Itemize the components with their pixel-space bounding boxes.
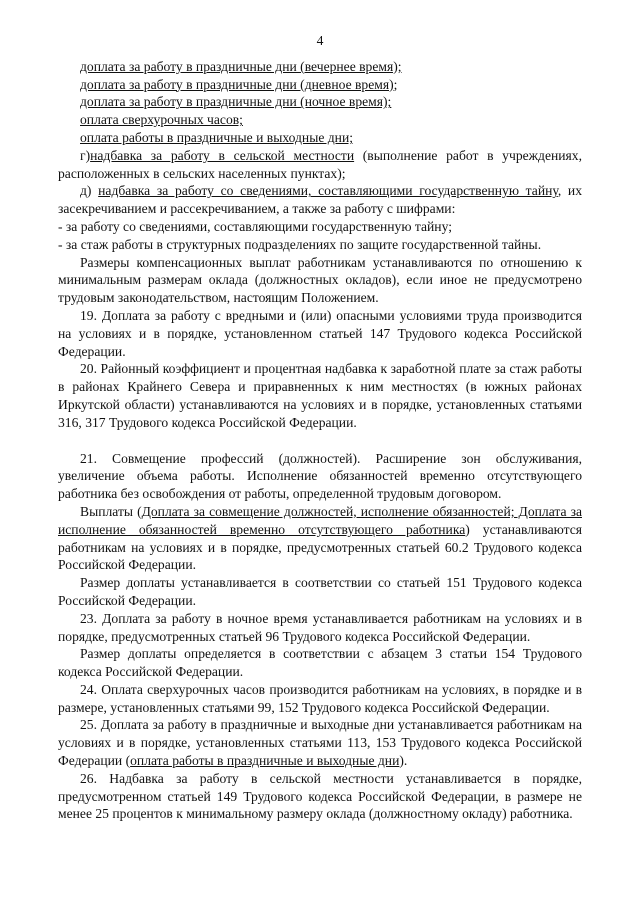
paragraph-23: 23. Доплата за работу в ночное время устанавливается работникам на условиях и в порядке, предусмотренных статьей 96 Трудового кодекса Российской Федерации. — [58, 610, 582, 644]
p25-underlined: оплата работы в праздничные и выходные дни — [130, 753, 400, 769]
p25-end: ). — [399, 753, 408, 769]
list-item-night: доплата за работу в праздничные дни (ночное время); — [80, 94, 392, 110]
payments-text: ) устанавливаются работникам на условиях и в порядке, предусмотренных статьей 60.2 Трудового кодекса Российской Федерации. — [58, 521, 582, 573]
item-d-text: , их засекречиванием и рассекречиванием, а также за работу с шифрами: — [58, 183, 583, 217]
p25-text: 25. Доплата за работу в праздничные и выходные дни устанавливается работникам на условиях и в порядке, установленных статьями 113, 153 Трудового кодекса Российской Федерации ( — [58, 717, 582, 769]
item-d-title: надбавка за работу со сведениями, составляющими государственную тайну — [98, 183, 558, 199]
payments-prefix: Выплаты ( — [80, 503, 142, 519]
list-item-day: доплата за работу в праздничные дни (дневное время); — [80, 76, 398, 92]
paragraph-26: 26. Надбавка за работу в сельской местности устанавливается в порядке, предусмотренном статьей 149 Трудового кодекса Российской Федерации, в размере не менее 25 процентов к минимальному размеру оклада (должностному окладу) работника. — [58, 770, 582, 822]
list-item-holidays: оплата работы в праздничные и выходные дни; — [80, 129, 354, 145]
item-g-title: надбавка за работу в сельской местности — [90, 147, 355, 163]
item-d-prefix: д) — [80, 183, 99, 199]
paragraph-size-2: Размер доплаты определяется в соответствии с абзацем 3 статьи 154 Трудового кодекса Российской Федерации. — [58, 646, 582, 680]
paragraph-sizes: Размеры компенсационных выплат работникам устанавливаются по отношению к минимальным размерам оклада (должностных окладов), если иное не предусмотрено трудовым законодательством, настоящим Положением. — [58, 254, 582, 306]
paragraph-gap — [58, 432, 582, 450]
payments-underlined: Доплата за совмещение должностей, исполнение обязанностей; Доплата за исполнение обязанностей временно отсутствующего работника — [58, 503, 582, 537]
paragraph-21: 21. Совмещение профессий (должностей). Расширение зон обслуживания, увеличение объема работы. Исполнение обязанностей временно отсутствующего работника без освобождения от работы, определенной трудовым договором. — [58, 450, 582, 502]
paragraph-payments — [58, 503, 582, 574]
item-g — [58, 147, 582, 183]
item-g-text: (выполнение работ в учреждениях, расположенных в сельских населенных пунктах); — [58, 147, 582, 181]
item-d-sub-2: - за стаж работы в структурных подразделениях по защите государственной тайны. — [58, 236, 542, 252]
paragraph-19: 19. Доплата за работу с вредными и (или) опасными условиями труда производится на условиях и в порядке, установленном статьей 147 Трудового кодекса Российской Федерации. — [58, 307, 582, 359]
list-item-evening: доплата за работу в праздничные дни (вечернее время); — [80, 58, 402, 74]
list-item-overtime: оплата сверхурочных часов; — [80, 112, 243, 128]
paragraph-24: 24. Оплата сверхурочных часов производится работникам на условиях, в порядке и в размере, установленных статьями 99, 152 Трудового кодекса Российской Федерации. — [58, 681, 582, 715]
item-d-sub-1: - за работу со сведениями, составляющими государственную тайну; — [58, 218, 452, 234]
page-number: 4 — [316, 33, 324, 48]
paragraph-size-1: Размер доплаты устанавливается в соответствии со статьей 151 Трудового кодекса Российской Федерации. — [58, 575, 582, 608]
item-d — [58, 182, 582, 218]
paragraph-20: 20. Районный коэффициент и процентная надбавка к заработной плате за стаж работы в районах Крайнего Севера и приравненных к ним местностях (в южных районах Иркутской области) устанавливаются на условиях и в порядке, установленных статьями 316, 317 Трудового кодекса Российской Федерации. — [58, 361, 582, 430]
paragraph-25 — [58, 716, 582, 769]
item-g-prefix: г) — [80, 147, 91, 163]
